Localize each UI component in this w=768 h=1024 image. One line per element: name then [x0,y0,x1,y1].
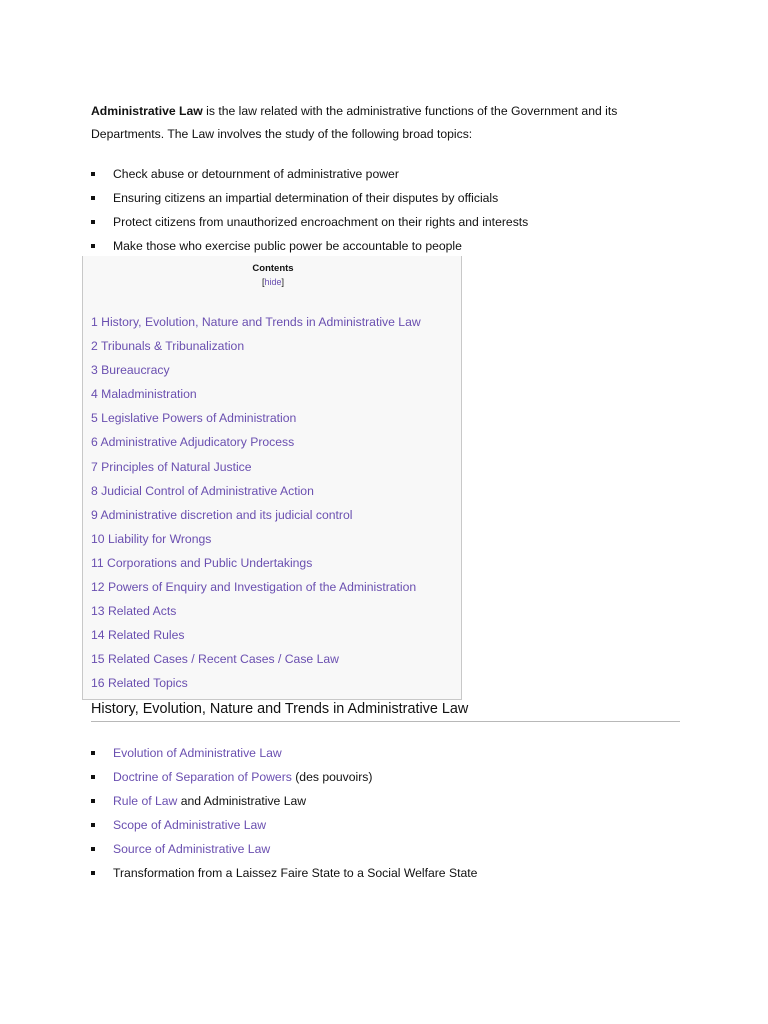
table-of-contents [82,256,462,700]
topics-list [91,162,691,258]
toc-link-corporations[interactable]: 11 Corporations and Public Undertakings [91,555,313,570]
toc-link-history[interactable]: 1 History, Evolution, Nature and Trends in Administrative Law [91,315,421,329]
intro-term: Administrative Law [91,104,203,118]
toc-link-legislative-powers[interactable]: 5 Legislative Powers of Administration [91,411,297,426]
section-item [91,789,691,813]
toc-list [91,310,461,696]
bullet-square-icon [91,799,95,803]
section-list [91,741,691,886]
section-heading: History, Evolution, Nature and Trends in Administrative Law [91,698,680,722]
toc-hide-link[interactable]: hide [264,277,282,287]
toc-link-maladministration[interactable]: 4 Maladministration [91,387,197,402]
link-rule-of-law[interactable]: Rule of Law [113,794,178,809]
intro-text: is the law related with the administrative functions of the Government and its Departments. The Law involves the study of the following broad topics: [91,104,618,141]
topic-item [91,162,691,186]
section-item [91,813,691,837]
topic-text: Protect citizens from unauthorized encroachment on their rights and interests [113,215,529,230]
toc-link-related-topics[interactable]: 16 Related Topics [91,676,188,691]
intro-paragraph [91,100,691,146]
topic-item [91,186,691,210]
link-separation-of-powers[interactable]: Doctrine of Separation of Powers [113,770,292,785]
toc-link-judicial-control[interactable]: 8 Judicial Control of Administrative Action [91,483,314,498]
topic-item [91,234,691,258]
link-scope[interactable]: Scope of Administrative Law [113,818,267,833]
topic-text: Make those who exercise public power be accountable to people [113,239,462,254]
toc-link-powers-of-enquiry[interactable]: 12 Powers of Enquiry and Investigation of the Administration [91,580,417,595]
topic-item [91,210,691,234]
toc-link-related-acts[interactable]: 13 Related Acts [91,604,177,619]
bullet-square-icon [91,172,95,176]
item-suffix: and Administrative Law [177,794,307,809]
toc-toggle [83,277,463,287]
item-text: Transformation from a Laissez Faire State to a Social Welfare State [113,866,478,881]
bullet-square-icon [91,847,95,851]
toc-link-related-cases[interactable]: 15 Related Cases / Recent Cases / Case Law [91,652,339,667]
topic-text: Ensuring citizens an impartial determination of their disputes by officials [113,191,499,206]
toc-bracket-open: [ [261,277,265,287]
topic-text: Check abuse or detournment of administrative power [113,167,399,181]
link-evolution[interactable]: Evolution of Administrative Law [113,746,282,760]
toc-link-bureaucracy[interactable]: 3 Bureaucracy [91,363,170,378]
toc-link-liability[interactable]: 10 Liability for Wrongs [91,531,212,546]
section-item [91,861,691,885]
bullet-square-icon [91,196,95,200]
link-source[interactable]: Source of Administrative Law [113,842,271,857]
section-item [91,741,691,765]
bullet-square-icon [91,244,95,248]
toc-bracket-close: ] [281,277,285,287]
toc-link-administrative-discretion[interactable]: 9 Administrative discretion and its judicial control [91,507,353,522]
bullet-square-icon [91,220,95,224]
item-suffix: (des pouvoirs) [291,770,373,785]
bullet-square-icon [91,775,95,779]
toc-link-tribunals[interactable]: 2 Tribunals & Tribunalization [91,339,245,354]
section-item [91,765,691,789]
bullet-square-icon [91,751,95,755]
toc-link-adjudicatory-process[interactable]: 6 Administrative Adjudicatory Process [91,435,295,450]
bullet-square-icon [91,823,95,827]
toc-link-related-rules[interactable]: 14 Related Rules [91,628,185,643]
bullet-square-icon [91,871,95,875]
toc-link-natural-justice[interactable]: 7 Principles of Natural Justice [91,459,252,474]
section-item [91,837,691,861]
toc-title: Contents [252,263,294,274]
